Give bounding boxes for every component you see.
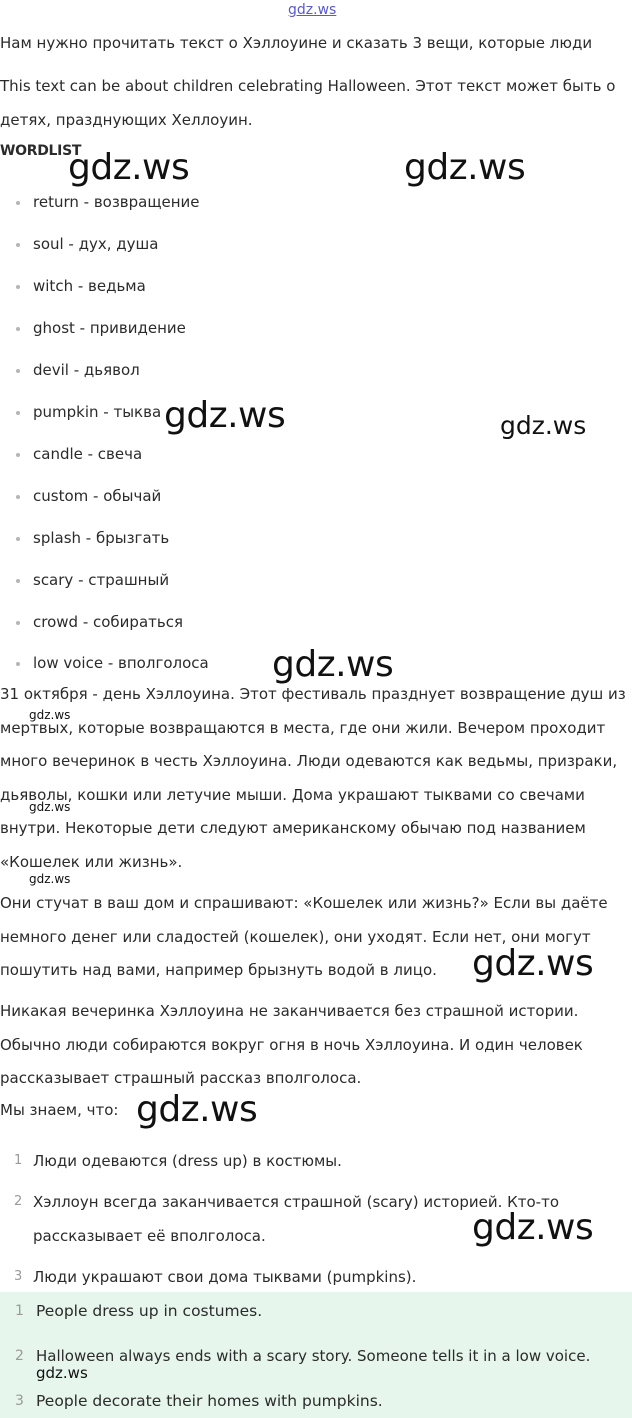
bullet-icon [16, 243, 20, 247]
intro-line-3: детях, празднующих Хеллоуин. [0, 111, 253, 129]
text-line: Никакая вечеринка Хэллоуина не заканчивается без страшной истории. [0, 1002, 579, 1020]
text-line: дьяволы, кошки или летучие мыши. Дома украшают тыквами со свечами [0, 786, 585, 804]
watermark: gdz.ws [29, 800, 71, 814]
text-line: мертвых, которые возвращаются в места, где они жили. Вечером проходит [0, 719, 606, 737]
text-line: Обычно люди собираются вокруг огня в ночь Хэллоуина. И один человек [0, 1036, 583, 1054]
site-watermark-link[interactable]: gdz.ws [288, 2, 337, 18]
answer-number: 3 [15, 1393, 24, 1409]
watermark: gdz.ws [472, 943, 594, 984]
list-item: Люди одеваются (dress up) в костюмы. [33, 1152, 342, 1170]
bullet-icon [16, 201, 20, 205]
list-item: Люди украшают свои дома тыквами (pumpkins). [33, 1268, 417, 1286]
intro-line-2: This text can be about children celebrating Halloween. Этот текст может быть о [0, 77, 616, 95]
text-line: 31 октября - день Хэллоуина. Этот фестиваль празднует возвращение душ из [0, 685, 626, 703]
text-line: Они стучат в ваш дом и спрашивают: «Кошелек или жизнь?» Если вы даёте [0, 894, 608, 912]
wordlist-item: splash - брызгать [33, 529, 170, 547]
watermark: gdz.ws [29, 872, 71, 886]
wordlist-item: scary - страшный [33, 571, 170, 589]
wordlist-item: ghost - привидение [33, 319, 186, 337]
wordlist-item: soul - дух, душа [33, 235, 159, 253]
text-line: Мы знаем, что: [0, 1101, 119, 1119]
text-line: «Кошелек или жизнь». [0, 853, 183, 871]
watermark: gdz.ws [36, 1364, 88, 1382]
answer-number: 2 [15, 1348, 24, 1364]
bullet-icon [16, 369, 20, 373]
list-number: 1 [14, 1153, 23, 1168]
wordlist-item: crowd - собираться [33, 613, 183, 631]
text-line: пошутить над вами, например брызнуть водой в лицо. [0, 961, 437, 979]
wordlist-item: low voice - вполголоса [33, 654, 209, 672]
watermark: gdz.ws [29, 708, 71, 722]
list-number: 2 [14, 1194, 23, 1209]
answer-text: People dress up in costumes. [36, 1302, 263, 1320]
answer-number: 1 [15, 1303, 24, 1319]
watermark: gdz.ws [136, 1089, 258, 1130]
text-line: немного денег или сладостей (кошелек), они уходят. Если нет, они могут [0, 928, 591, 946]
wordlist-heading: WORDLIST [0, 143, 82, 159]
list-number: 3 [14, 1269, 23, 1284]
bullet-icon [16, 327, 20, 331]
wordlist-item: pumpkin - тыква [33, 403, 162, 421]
watermark: gdz.ws [68, 147, 190, 188]
intro-line-1: Нам нужно прочитать текст о Хэллоуине и сказать 3 вещи, которые люди [0, 34, 593, 52]
bullet-icon [16, 495, 20, 499]
bullet-icon [16, 411, 20, 415]
bullet-icon [16, 285, 20, 289]
watermark: gdz.ws [472, 1207, 594, 1248]
bullet-icon [16, 453, 20, 457]
bullet-icon [16, 537, 20, 541]
watermark: gdz.ws [164, 395, 286, 436]
text-line: много вечеринок в честь Хэллоуина. Люди одеваются как ведьмы, призраки, [0, 752, 618, 770]
wordlist-item: candle - свеча [33, 445, 143, 463]
bullet-icon [16, 621, 20, 625]
text-line: внутри. Некоторые дети следуют американскому обычаю под названием [0, 819, 586, 837]
watermark: gdz.ws [500, 411, 587, 440]
answer-text: People decorate their homes with pumpkins. [36, 1392, 383, 1410]
wordlist-item: witch - ведьма [33, 277, 146, 295]
list-item-continuation: рассказывает её вполголоса. [33, 1227, 266, 1245]
wordlist-item: custom - обычай [33, 487, 162, 505]
answer-text: Halloween always ends with a scary story. Someone tells it in a low voice. [36, 1347, 591, 1365]
watermark: gdz.ws [404, 147, 526, 188]
bullet-icon [16, 579, 20, 583]
answer-block [0, 1292, 632, 1418]
list-item: Хэллоун всегда заканчивается страшной (scary) историей. Кто-то [33, 1193, 559, 1211]
watermark: gdz.ws [272, 644, 394, 685]
text-line: рассказывает страшный рассказ вполголоса. [0, 1069, 362, 1087]
wordlist-item: return - возвращение [33, 193, 200, 211]
bullet-icon [16, 662, 20, 666]
wordlist-item: devil - дьявол [33, 361, 140, 379]
